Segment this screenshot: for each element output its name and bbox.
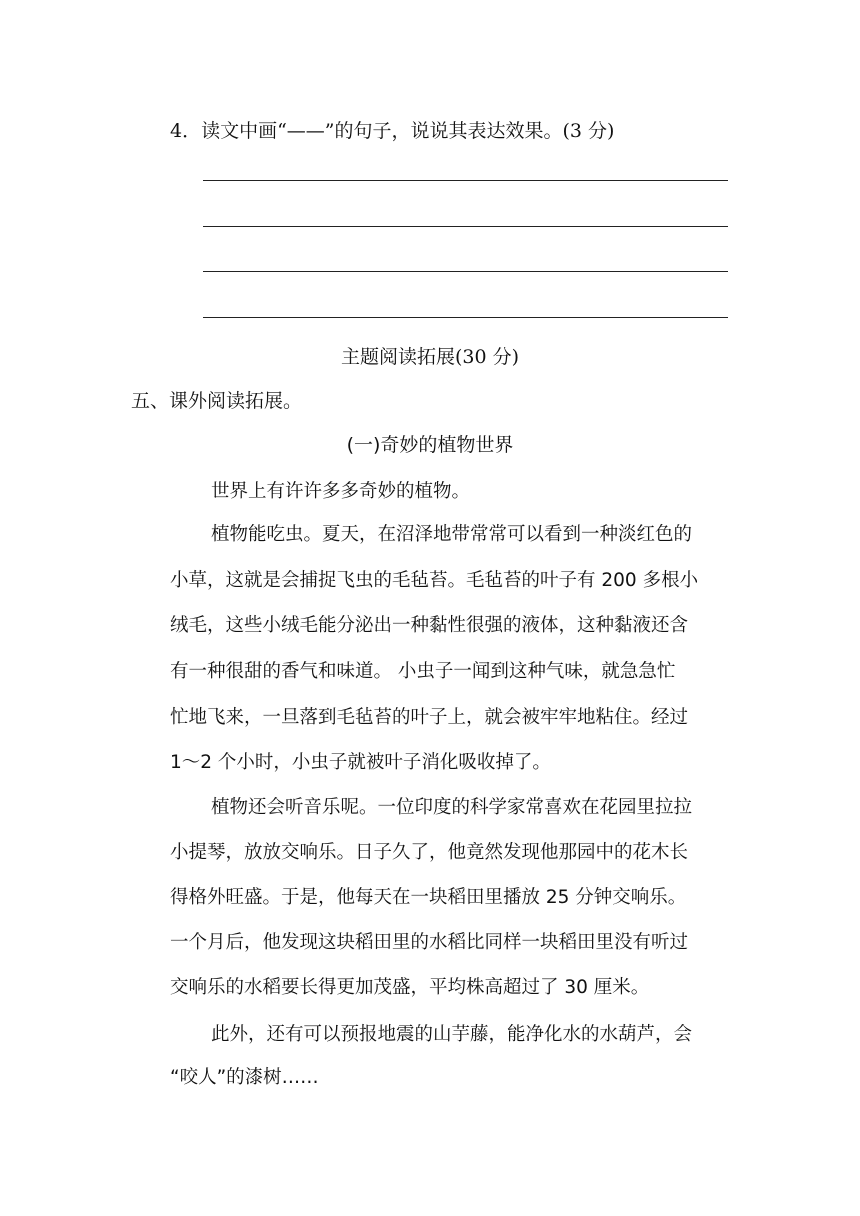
answer-line[interactable]: [203, 180, 728, 181]
paragraph-line: 得格外旺盛。于是，他每天在一块稻田里播放 25 分钟交响乐。: [170, 887, 687, 908]
paragraph-line: 一个月后，他发现这块稻田里的水稻比同样一块稻田里没有听过: [170, 932, 689, 953]
paragraph-line: 植物能吃虫。夏天，在沼泽地带常常可以看到一种淡红色的: [211, 524, 693, 545]
paragraph-line: 此外，还有可以预报地震的山芋藤，能净化水的水葫芦，会: [211, 1024, 693, 1045]
answer-line[interactable]: [203, 226, 728, 227]
question-4: 4．读文中画“——”的句子，说说其表达效果。(3 分): [170, 120, 615, 142]
answer-line[interactable]: [203, 317, 728, 318]
paragraph-line: 交响乐的水稻要长得更加茂盛，平均株高超过了 30 厘米。: [170, 977, 650, 998]
paragraph-line: 世界上有许许多多奇妙的植物。: [211, 481, 471, 502]
paragraph-line: 植物还会听音乐呢。一位印度的科学家常喜欢在花园里拉拉: [211, 797, 693, 818]
paragraph-line: 小草，这就是会捕捉飞虫的毛毡苔。毛毡苔的叶子有 200 多根小: [170, 570, 699, 591]
paragraph-line: 小提琴，放放交响乐。日子久了，他竟然发现他那园中的花木长: [170, 842, 689, 863]
question-5: 五、课外阅读拓展。: [131, 390, 303, 412]
paragraph-line: 绒毛，这些小绒毛能分泌出一种黏性很强的液体，这种黏液还含: [170, 615, 689, 636]
answer-line[interactable]: [203, 271, 728, 272]
section-title: 主题阅读拓展(30 分): [340, 346, 520, 368]
paragraph-line: 有一种很甜的香气和味道。 小虫子一闻到这种气味，就急急忙: [170, 661, 676, 682]
paragraph-line: 1～2 个小时，小虫子就被叶子消化吸收掉了。: [170, 752, 551, 773]
paragraph-line: “咬人”的漆树……: [170, 1067, 319, 1088]
paragraph-line: 忙地飞来，一旦落到毛毡苔的叶子上，就会被牢牢地粘住。经过: [170, 707, 689, 728]
article-title: (一)奇妙的植物世界: [346, 434, 514, 456]
